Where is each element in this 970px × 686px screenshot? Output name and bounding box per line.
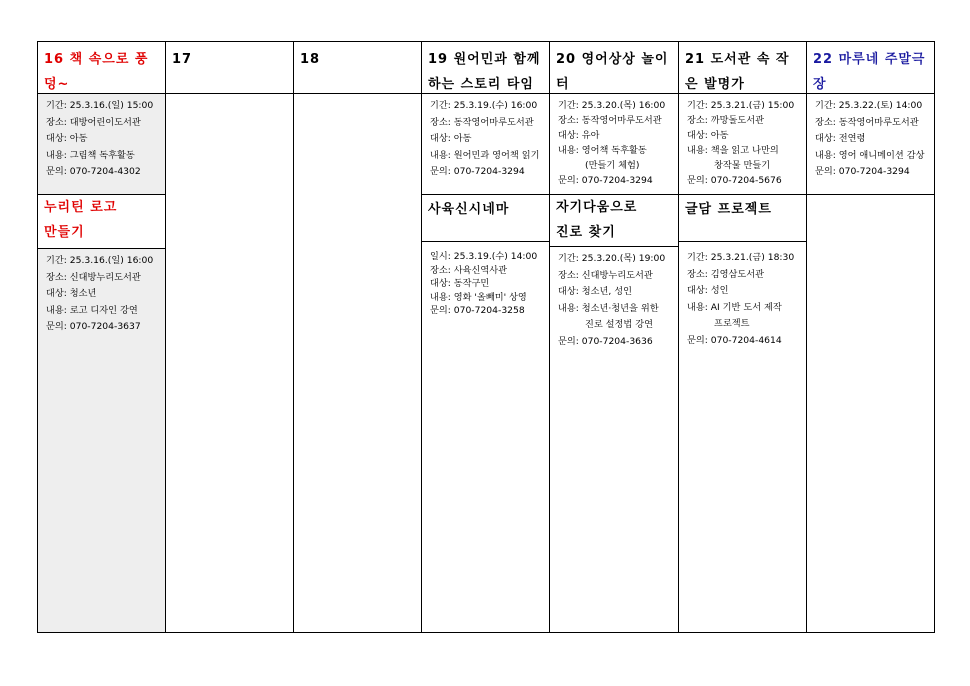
event-content: 내용: 영어책 독후활동: [558, 145, 647, 156]
day-column-16: [38, 42, 165, 632]
event-content-cont: (만들기 체험): [585, 160, 640, 171]
event-target: 대상: 청소년, 성인: [558, 286, 632, 297]
event-target: 대상: 성인: [687, 285, 729, 296]
event-period: 기간: 25.3.20.(목) 19:00: [558, 253, 666, 264]
event-target: 대상: 아동: [46, 133, 88, 144]
event-details: [422, 242, 549, 318]
event-target: 대상: 아동: [687, 130, 729, 141]
event-title: 21 도서관 속 작은 발명가: [679, 42, 806, 94]
event-place: 장소: 신대방누리도서관: [46, 271, 141, 283]
event-target: 대상: 청소년: [46, 288, 97, 299]
day-column-18: [293, 42, 421, 632]
event-details: [422, 94, 549, 195]
event-title: 20 영어상상 놀이터: [550, 42, 678, 94]
event-content-cont: 프로젝트: [714, 318, 750, 329]
event-target: 대상: 아동: [430, 133, 472, 144]
event-content: 내용: 로고 디자인 강연: [46, 304, 138, 316]
event-target: 대상: 유아: [558, 130, 600, 141]
event-details: [807, 94, 934, 195]
event-period: 기간: 25.3.22.(토) 14:00: [815, 100, 923, 111]
event-title: 글담 프로젝트: [679, 195, 806, 242]
event-details: [550, 247, 678, 350]
event-content: 내용: 그림책 독후활동: [46, 149, 135, 161]
event-content: 내용: 책을 읽고 나만의: [687, 145, 779, 156]
event-details: [679, 242, 806, 349]
event-contact: 문의: 070-7204-3294: [430, 166, 525, 177]
event-contact: 문의: 070-7204-3294: [558, 175, 653, 186]
event-period: 일시: 25.3.19.(수) 14:00: [430, 251, 538, 262]
event-place: 장소: 까망돌도서관: [687, 115, 765, 126]
event-place: 장소: 신대방누리도서관: [558, 269, 653, 281]
event-title: 사육신시네마: [422, 195, 549, 242]
event-content: 내용: 영어 애니메이션 감상: [815, 149, 925, 161]
event-contact: 문의: 070-7204-3636: [558, 335, 653, 347]
event-period: 기간: 25.3.16.(일) 16:00: [46, 255, 154, 266]
event-contact: 문의: 070-7204-5676: [687, 175, 782, 186]
event-content: 내용: 영화 '올빼미' 상영: [430, 291, 527, 303]
event-contact: 문의: 070-7204-3294: [815, 166, 910, 177]
event-title: 22 마루네 주말극장: [807, 42, 934, 94]
weekly-schedule-table: [37, 41, 935, 633]
event-details: [550, 94, 678, 195]
event-place: 장소: 김영삼도서관: [687, 268, 765, 280]
event-period: 기간: 25.3.16.(일) 15:00: [46, 100, 154, 111]
day-column-20: [549, 42, 678, 632]
event-place: 장소: 대방어린이도서관: [46, 116, 141, 128]
event-details: [38, 249, 165, 336]
event-content: 내용: 원어민과 영어책 읽기: [430, 149, 540, 161]
event-contact: 문의: 070-7204-3258: [430, 305, 525, 316]
event-content: 내용: AI 기반 도서 제작: [687, 301, 782, 313]
event-period: 기간: 25.3.21.(금) 18:30: [687, 252, 795, 263]
day-column-17: [165, 42, 293, 632]
event-contact: 문의: 070-7204-4302: [46, 166, 141, 177]
event-content-cont: 창작물 만들기: [714, 160, 771, 171]
day-column-19: [421, 42, 549, 632]
event-details: [679, 94, 806, 195]
event-title: 16 책 속으로 풍덩~: [38, 42, 165, 94]
event-place: 장소: 동작영어마루도서관: [558, 115, 662, 126]
event-title: 자기다움으로 진로 찾기: [550, 195, 678, 247]
event-contact: 문의: 070-7204-4614: [687, 334, 782, 346]
day-column-22: [806, 42, 934, 632]
event-target: 대상: 전연령: [815, 133, 866, 144]
event-period: 기간: 25.3.21.(금) 15:00: [687, 100, 795, 111]
event-title: 19 원어민과 함께 하는 스토리 타임: [422, 42, 549, 94]
day-column-21: [678, 42, 806, 632]
event-content: 내용: 청소년·청년을 위한: [558, 302, 659, 314]
event-period: 기간: 25.3.19.(수) 16:00: [430, 100, 538, 111]
event-content-cont: 진로 설정법 강연: [585, 319, 653, 330]
event-contact: 문의: 070-7204-3637: [46, 321, 141, 332]
event-place: 장소: 동작영어마루도서관: [430, 116, 534, 128]
day-number: 17: [166, 42, 293, 94]
event-target: 대상: 동작구민: [430, 278, 490, 289]
day-number: 18: [294, 42, 421, 94]
event-place: 장소: 사육신역사관: [430, 264, 508, 276]
event-period: 기간: 25.3.20.(목) 16:00: [558, 100, 666, 111]
event-title: 누리틴 로고 만들기: [38, 195, 165, 249]
event-place: 장소: 동작영어마루도서관: [815, 116, 919, 128]
event-details: [38, 94, 165, 195]
